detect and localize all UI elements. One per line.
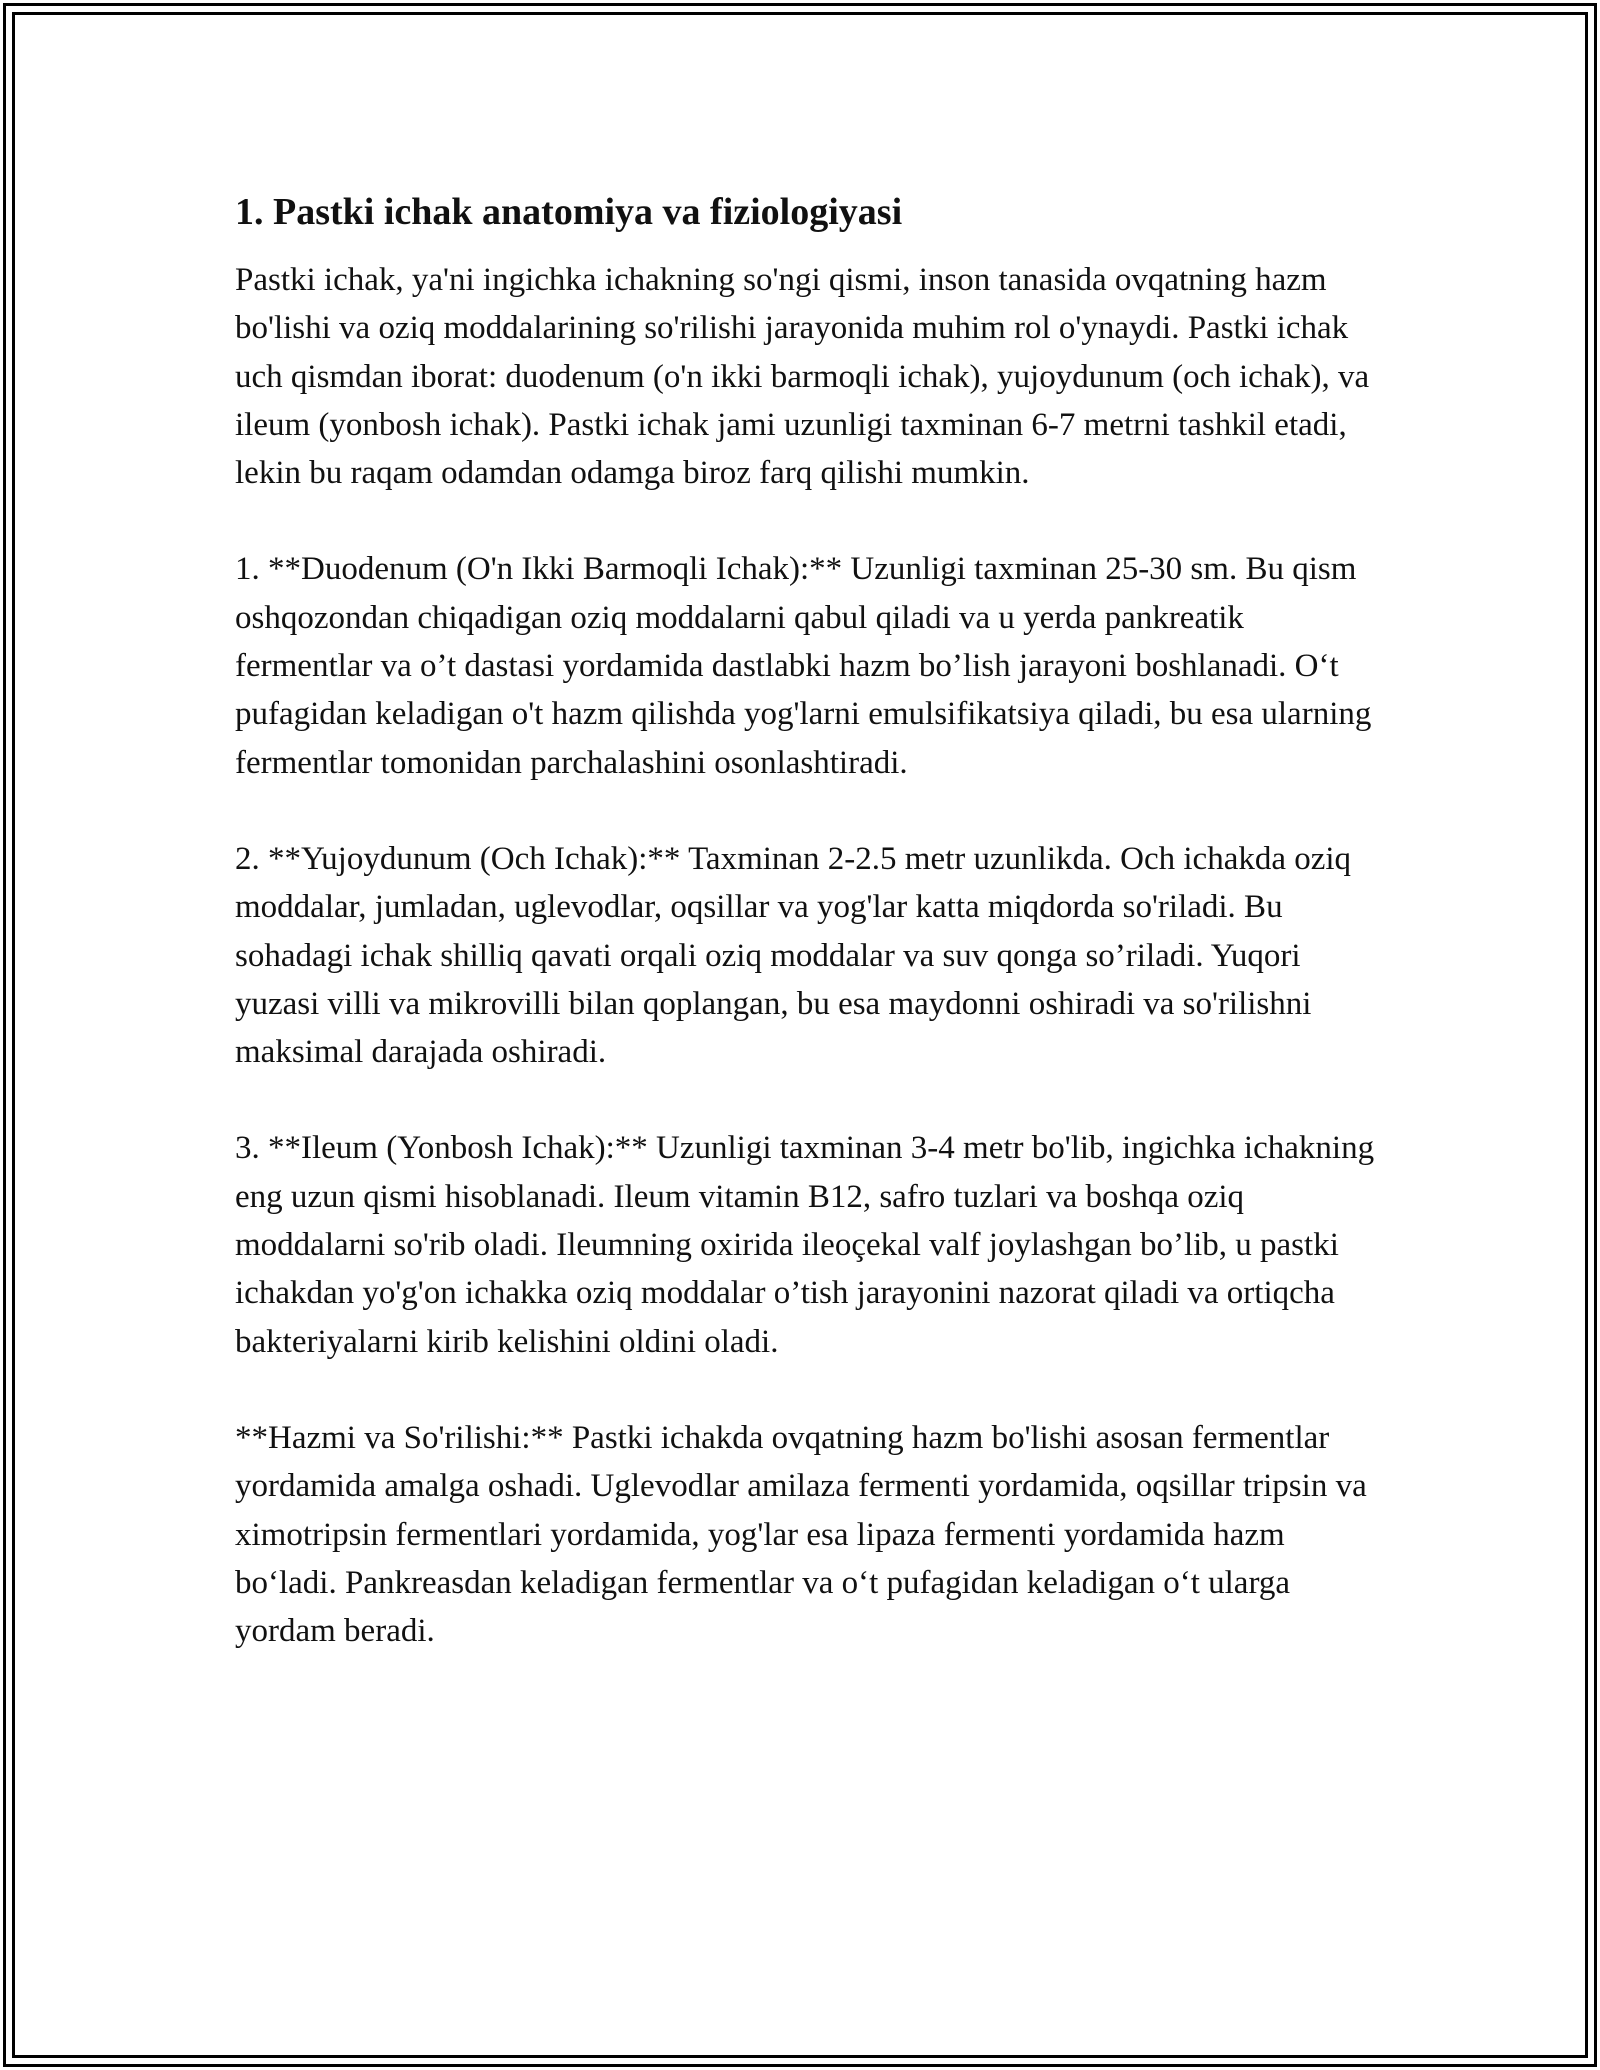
- section-heading: 1. Pastki ichak anatomiya va fiziologiyasi: [235, 191, 903, 233]
- document-body: [235, 186, 1385, 1703]
- digestion-paragraph: **Hazmi va So'rilishi:** Pastki ichakda ovqatning hazm bo'lishi asosan fermentlar yordamida amalga oshadi. Uglevodlar amilaza fermenti yordamida, oqsillar tripsin va ximotripsin fermentlari yordamida, yog'lar esa lipaza fermenti yordamida hazm bo‘ladi. Pankreasdan keladigan fermentlar va o‘t pufagidan keladigan o‘t ularga yordam beradi.: [235, 1419, 1367, 1650]
- duodenum-paragraph: 1. **Duodenum (O'n Ikki Barmoqli Ichak):** Uzunligi taxminan 25-30 sm. Bu qism oshqozondan chiqadigan oziq moddalarni qabul qiladi va u yerda pankreatik fermentlar va o’t dastasi yordamida dastlabki hazm bo’lish jarayoni boshlanadi. O‘t pufagidan keladigan o't hazm qilishda yog'larni emulsifikatsiya qiladi, bu esa ularning fermentlar tomonidan parchalashini osonlashtiradi.: [235, 551, 1372, 781]
- ileum-paragraph: 3. **Ileum (Yonbosh Ichak):** Uzunligi taxminan 3-4 metr bo'lib, ingichka ichakning eng uzun qismi hisoblanadi. Ileum vitamin B12, safro tuzlari va boshqa oziq moddalarni so'rib oladi. Ileumning oxirida ileoçekal valf joylashgan bo’lib, u pastki ichakdan yo'g'on ichakka oziq moddalar o’tish jarayonini nazorat qiladi va ortiqcha bakteriyalarni kirib kelishini oldini oladi.: [235, 1130, 1375, 1360]
- yujoydunum-paragraph: 2. **Yujoydunum (Och Ichak):** Taxminan 2-2.5 metr uzunlikda. Och ichakda oziq moddalar, jumladan, uglevodlar, oqsillar va yog'lar katta miqdorda so'riladi. Bu sohadagi ichak shilliq qavati orqali oziq moddalar va suv qonga so’riladi. Yuqori yuzasi villi va mikrovilli bilan qoplangan, bu esa maydonni oshiradi va so'rilishni maksimal darajada oshiradi.: [235, 840, 1352, 1071]
- intro-paragraph: Pastki ichak, ya'ni ingichka ichakning so'ngi qismi, inson tanasida ovqatning hazm bo'lishi va oziq moddalarining so'rilishi jarayonida muhim rol o'ynaydi. Pastki ichak uch qismdan iborat: duodenum (o'n ikki barmoqli ichak), yujoydunum (och ichak), va ileum (yonbosh ichak). Pastki ichak jami uzunligi taxminan 6-7 metrni tashkil etadi, lekin bu raqam odamdan odamga biroz farq qilishi mumkin.: [235, 262, 1370, 492]
